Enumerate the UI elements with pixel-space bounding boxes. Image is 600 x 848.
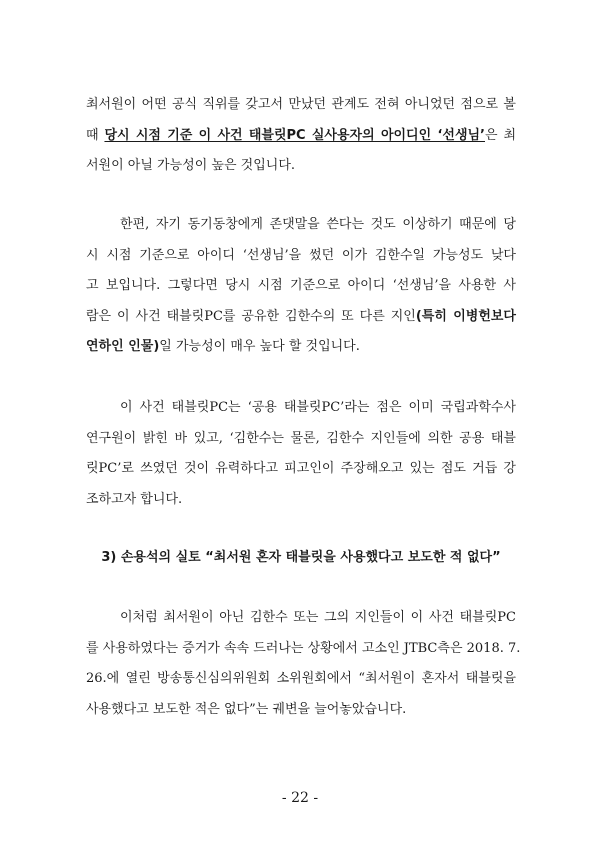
paragraph-1-line-1: 최서원이 어떤 공식 직위를 갖고서 만났던 관계도 전혀 아니었던 점으로 볼 bbox=[86, 97, 516, 112]
section-heading: 3) 손용석의 실토 “최서원 혼자 태블릿을 사용했다고 보도한 적 없다” bbox=[101, 550, 501, 565]
highlighted-claim: 당시 시점 기준 이 사건 태블릿PC 실사용자의 아이디인 ‘선생님’ bbox=[104, 127, 485, 143]
paragraph-3 bbox=[86, 393, 516, 515]
paragraph-4-line-1: 이처럼 최서원이 아닌 김한수 또는 그의 지인들이 이 사건 태블릿PC bbox=[120, 610, 516, 625]
paragraph-3-line-4: 조하고자 합니다. bbox=[86, 491, 183, 507]
paragraph-1-line-2 bbox=[86, 121, 516, 152]
paragraph-2-line-4-bold: (특히 이병헌보다 bbox=[415, 308, 516, 324]
paragraph-4-line-3: 26.에 열린 방송통신심의위원회 소위원회에서 “최서원이 혼자서 태블릿을 bbox=[86, 671, 516, 686]
paragraph-2-line-5-bold: 연하인 인물) bbox=[86, 339, 160, 354]
paragraph-2-line-4 bbox=[86, 302, 516, 333]
paragraph-4-line-4: 사용했다고 보도한 적은 없다”는 궤변을 늘어놓았습니다. bbox=[86, 701, 407, 717]
paragraph-4 bbox=[86, 603, 521, 725]
page-number: - 22 - bbox=[281, 790, 319, 806]
paragraph-2-line-3: 고 보입니다. 그렇다면 당시 시점 기준으로 아이디 ‘선생님’을 사용한 사 bbox=[86, 278, 516, 293]
paragraph-3-line-2: 연구원이 밝힌 바 있고, ‘김한수는 물론, 김한수 지인들에 의한 공용 태블 bbox=[86, 430, 516, 446]
paragraph-3-line-1: 이 사건 태블릿PC는 ‘공용 태블릿PC’라는 점은 이미 국립과학수사 bbox=[120, 400, 516, 415]
paragraph-1-line-2-pre: 때 bbox=[86, 127, 105, 143]
paragraph-1-line-2-post: 은 최 bbox=[485, 127, 516, 143]
paragraph-2-line-1: 한편, 자기 동기동창에게 존댓말을 쓴다는 것도 이상하기 때문에 당 bbox=[120, 217, 516, 232]
paragraph-4-line-2: 를 사용하였다는 증거가 속속 드러나는 상황에서 고소인 JTBC측은 2018. 7. bbox=[86, 640, 521, 656]
paragraph-1-line-3: 서원이 아닐 가능성이 높은 것입니다. bbox=[86, 158, 296, 173]
paragraph-3-line-3: 릿PC’로 쓰였던 것이 유력하다고 피고인이 주장해오고 있는 점도 거듭 강 bbox=[86, 461, 516, 476]
paragraph-2-line-5-post: 일 가능성이 매우 높다 할 것입니다. bbox=[159, 339, 360, 354]
paragraph-1 bbox=[86, 90, 516, 182]
paragraph-2-line-4-pre: 람은 이 사건 태블릿PC를 공유한 김한수의 또 다른 지인 bbox=[86, 308, 416, 324]
paragraph-2-line-2: 시 시점 기준으로 아이디 ‘선생님’을 썼던 이가 김한수일 가능성도 낮다 bbox=[86, 247, 516, 263]
paragraph-2-line-5 bbox=[86, 332, 516, 363]
paragraph-2 bbox=[86, 210, 516, 363]
